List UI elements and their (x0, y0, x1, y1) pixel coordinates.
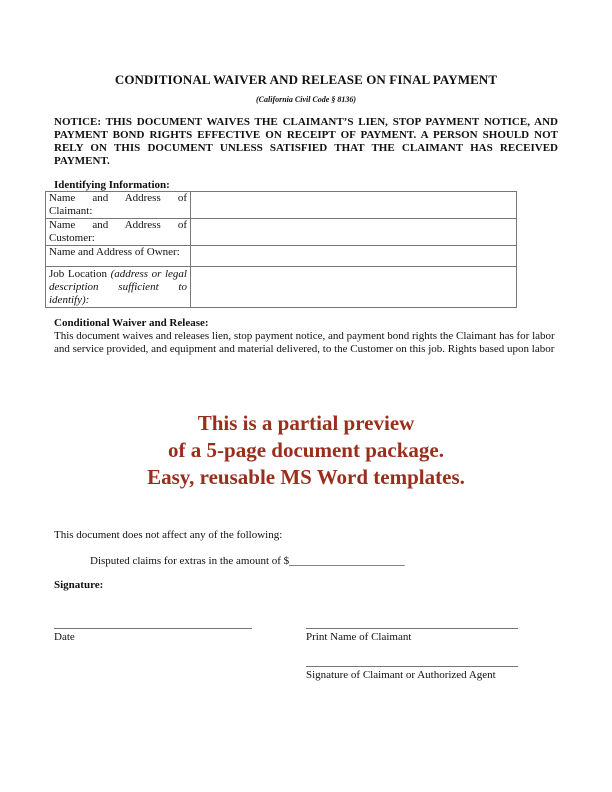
waiver-paragraph (54, 330, 558, 356)
claimant-signature-line[interactable] (306, 666, 518, 667)
identifying-info-heading: Identifying Information: (54, 179, 170, 191)
print-name-line[interactable] (306, 628, 518, 629)
claimant-value-field[interactable] (191, 192, 517, 219)
table-row (46, 246, 517, 267)
waiver-heading: Conditional Waiver and Release: (54, 317, 209, 329)
identifying-info-table (45, 191, 517, 308)
owner-label: Name and Address of Owner: (46, 246, 191, 267)
waiver-line: This document waives and releases lien, stop payment notice, and payment bond rights the Claimant has for labor (54, 330, 555, 342)
document-subtitle: (California Civil Code § 8136) (256, 95, 356, 104)
signature-heading: Signature: (54, 579, 104, 591)
exceptions-intro: This document does not affect any of the following: (54, 529, 283, 541)
notice-line: RELY ON THIS DOCUMENT UNLESS SATISFIED THAT THE CLAIMANT HAS RECEIVED (54, 142, 558, 154)
date-signature-line[interactable] (54, 628, 252, 629)
job-location-value-field[interactable] (191, 267, 517, 308)
disputed-claims-line[interactable]: Disputed claims for extras in the amount of $_____________________ (90, 555, 405, 567)
notice-paragraph (54, 116, 558, 168)
owner-value-field[interactable] (191, 246, 517, 267)
print-name-label: Print Name of Claimant (306, 631, 412, 643)
preview-line: Easy, reusable MS Word templates. (147, 465, 465, 489)
job-location-label: Job Location (address or legal description sufficient to identify): (46, 267, 191, 308)
notice-line: NOTICE: THIS DOCUMENT WAIVES THE CLAIMANT’S LIEN, STOP PAYMENT NOTICE, AND (54, 116, 558, 128)
claimant-label: Name and Address of Claimant: (46, 192, 191, 219)
table-row (46, 219, 517, 246)
customer-label: Name and Address of Customer: (46, 219, 191, 246)
preview-line: of a 5-page document package. (168, 438, 444, 462)
notice-line: PAYMENT BOND RIGHTS EFFECTIVE ON RECEIPT OF PAYMENT. A PERSON SHOULD NOT (54, 129, 558, 141)
claimant-signature-label: Signature of Claimant or Authorized Agent (306, 669, 496, 681)
date-label: Date (54, 631, 75, 643)
document-title: CONDITIONAL WAIVER AND RELEASE ON FINAL PAYMENT (114, 72, 498, 87)
preview-line: This is a partial preview (197, 411, 415, 435)
table-row (46, 192, 517, 219)
table-row (46, 267, 517, 308)
notice-line: PAYMENT. (54, 155, 110, 167)
waiver-line: and service provided, and equipment and material delivered, to the Customer on this job. Rights based upon labor (54, 343, 555, 355)
customer-value-field[interactable] (191, 219, 517, 246)
preview-banner (0, 410, 612, 491)
